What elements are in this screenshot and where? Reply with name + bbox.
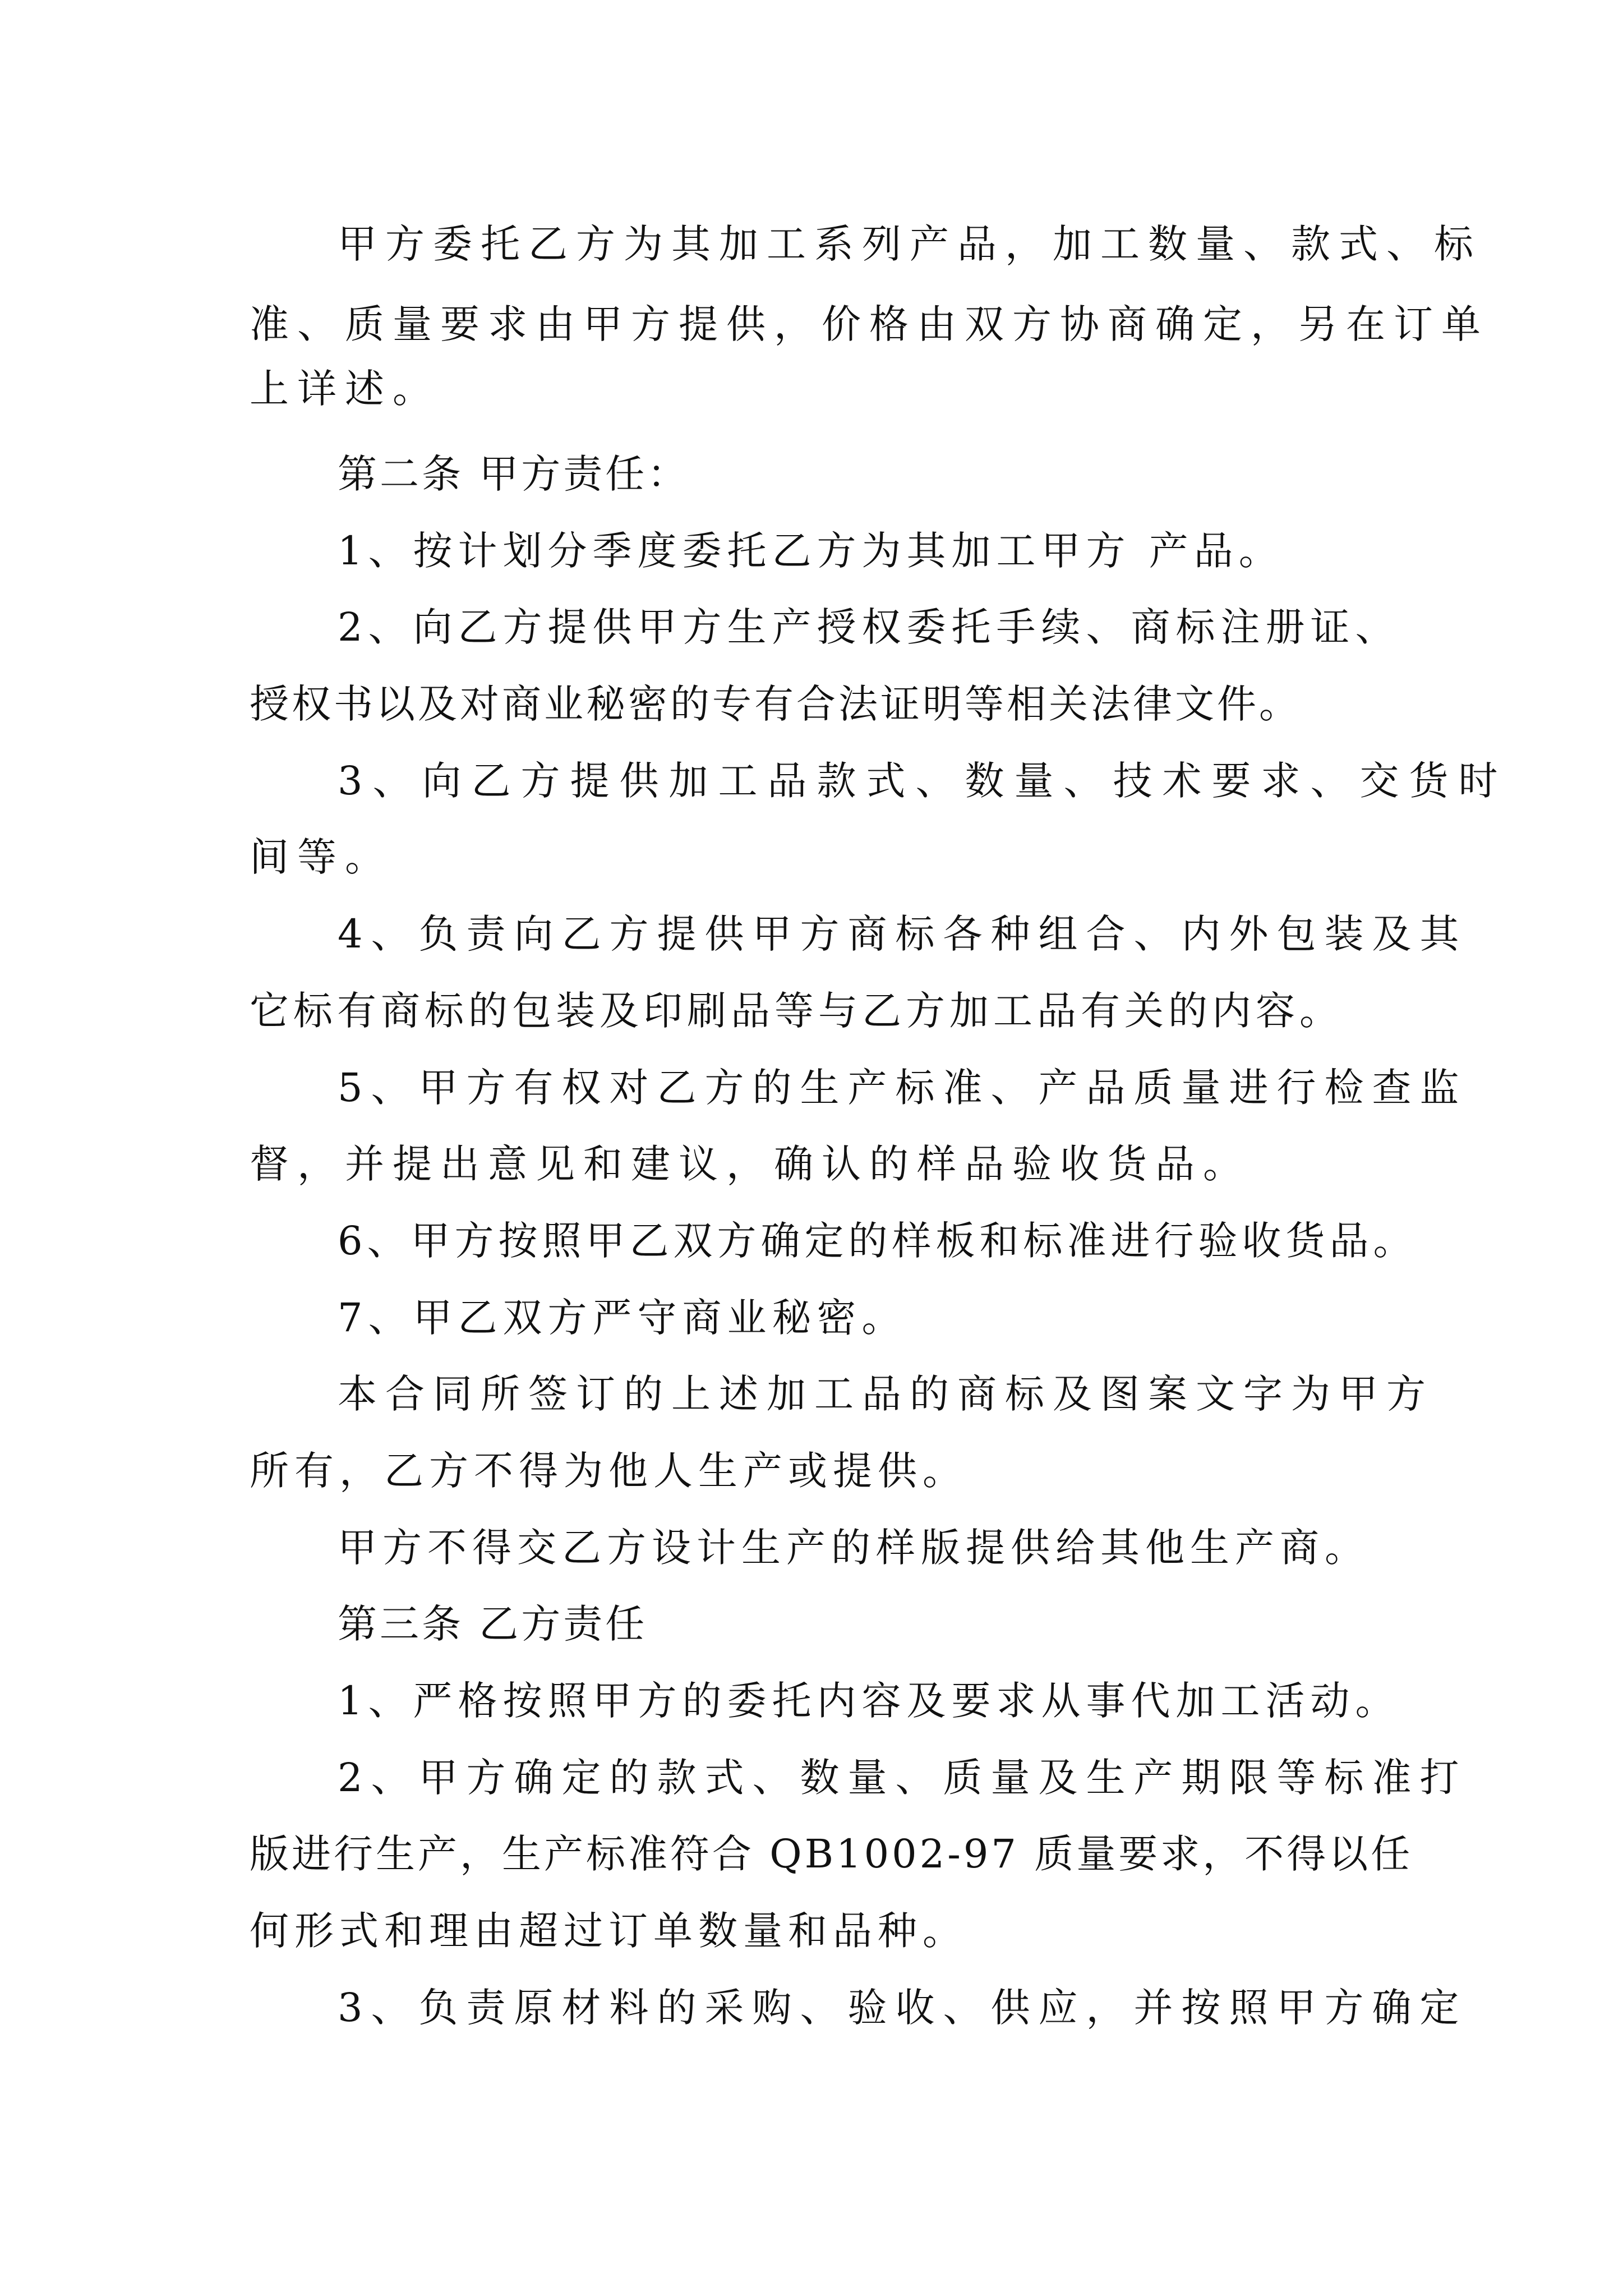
text-line: 2、甲方确定的款式、数量、质量及生产期限等标准打 [338,1755,1468,1801]
section-heading: 第三条 乙方责任 [338,1601,648,1647]
text-line: 4、负责向乙方提供甲方商标各种组合、内外包装及其 [338,911,1468,957]
text-line: 督，并提出意见和建议，确认的样品验收货品。 [250,1141,1251,1187]
text-line: 1、按计划分季度委托乙方为其加工甲方 产品。 [338,528,1284,574]
text-line: 2、向乙方提供甲方生产授权委托手续、商标注册证、 [338,604,1400,650]
text-line: 6、甲方按照甲乙双方确定的样板和标准进行验收货品。 [338,1218,1417,1264]
text-line: 1、严格按照甲方的委托内容及要求从事代加工活动。 [338,1678,1400,1724]
text-line: 它标有商标的包装及印刷品等与乙方加工品有关的内容。 [250,988,1343,1034]
text-line: 授权书以及对商业秘密的专有合法证明等相关法律文件。 [250,681,1301,727]
text-line: 所有，乙方不得为他人生产或提供。 [250,1448,967,1494]
text-line: 版进行生产，生产标准符合 QB1002-97 质量要求，不得以任 [250,1831,1413,1877]
text-line: 5、甲方有权对乙方的生产标准、产品质量进行检查监 [338,1065,1468,1111]
text-line: 间等。 [250,834,393,880]
text-line: 甲方委托乙方为其加工系列产品，加工数量、款式、标 [338,221,1482,267]
text-line: 准、质量要求由甲方提供，价格由双方协商确定，另在订单 [250,301,1489,347]
text-line: 上详述。 [250,366,440,412]
section-heading: 第二条 甲方责任： [338,451,690,497]
text-line: 何形式和理由超过订单数量和品种。 [250,1908,967,1954]
text-line: 甲方不得交乙方设计生产的样版提供给其他生产商。 [338,1525,1370,1571]
text-line: 3、向乙方提供加工品款式、数量、技术要求、交货时 [338,758,1508,804]
text-line: 3、负责原材料的采购、验收、供应，并按照甲方确定 [338,1985,1468,2031]
text-line: 7、甲乙双方严守商业秘密。 [338,1295,907,1341]
text-line: 本合同所签订的上述加工品的商标及图案文字为甲方 [338,1371,1434,1417]
